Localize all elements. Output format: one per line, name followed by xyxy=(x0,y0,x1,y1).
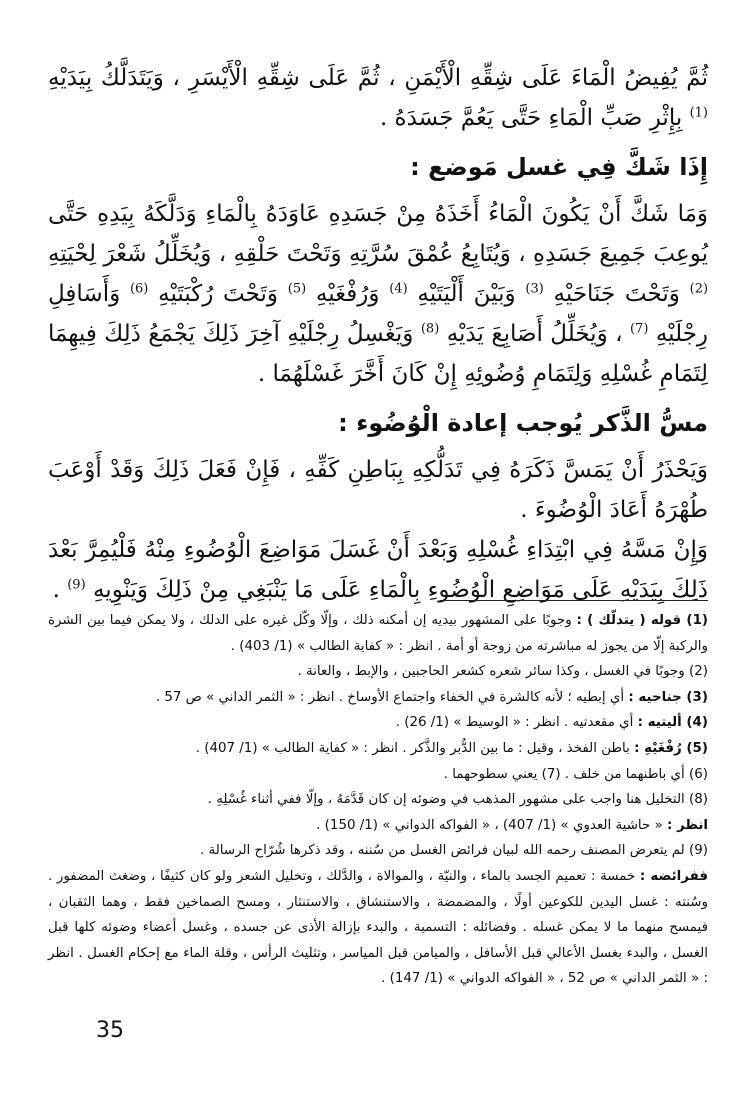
section-heading-touch: مسُّ الذَّكر يُوجب إعادة الْوُضُوء : xyxy=(338,409,708,437)
footnote-ref: (3) xyxy=(525,281,544,297)
footnote-text: (6) أي باطنهما من خلف . (7) يعني سطوحهما . xyxy=(443,766,708,782)
footnotes xyxy=(48,608,708,992)
footnote xyxy=(48,864,708,992)
footnote-text: وجوبًا على المشهور بيديه إن أمكنه ذلك ، وإلّا وكّل غيره على الدلك ، ولا يمكن فيما بين الشرة والركبة إلّا من يجوز له مباشرته من زوجة أو أمة . انظر : « كفاية الطالب » (1/ 403) . xyxy=(48,613,708,654)
footnote-text: (2) وجوبًا في الغسل ، وكذا سائر شعره كشعر الحاجبين ، والإبط ، والعانة . xyxy=(297,664,708,680)
section-heading-doubt: إِذَا شَكَّ فِي غسل مَوضع : xyxy=(410,153,708,181)
footnote xyxy=(48,736,708,762)
footnote-text: (9) لم يتعرض المصنف رحمه الله لبيان فرائض الغسل من سُننه ، وقد ذكرها شُرّاح الرسالة . xyxy=(200,843,708,859)
paragraph-1 xyxy=(48,58,708,138)
footnote-text: (8) التخليل هنا واجب على مشهور المذهب في وضوئه إن كان قَدَّمَهُ ، وإلّا ففي أثناء غُسْلِهِ . xyxy=(207,792,708,808)
footnote-ref: (7) xyxy=(629,321,649,337)
footnote-ref: (6) xyxy=(129,281,149,297)
footnote-label: (3) جناحيه : xyxy=(628,689,708,705)
footnote-text: خمسة : تعميم الجسد بالماء ، والنيّة ، والموالاة ، والدَّلك ، وتخليل الشعر ولو كان كثيفًا ، وضغث المضفور . وسُنته : غسل اليدين للكوعين أولًا ، والمضمضة ، والاستنشاق ، والاستنثار ، ومسح الصماخين فقط ، وهما الثقبان ، فيمسح منهما ما لا يمكن غسله . وفضائله : التسمية ، والبدء بإزالة الأذى عن جسده ، وغسل أعضاء وضوئه كلها قبل الغسل ، والبدء بغسل الأعالي قبل الأسافل ، والميامن قبل المياسر ، وتثليث الرأس ، وقلة الماء مع إحكام الغسل . انظر : « الثمر الداني » ص 52 ، « الفواكه الدواني » (1/ 147) . xyxy=(48,868,708,987)
paragraph-text: وَرُفْغَيْهِ xyxy=(315,281,380,307)
footnote-label: انظر : xyxy=(666,817,708,833)
paragraph-text: وَأَسَافِلِ رِجْلَيْهِ xyxy=(48,281,709,347)
page-number: 35 xyxy=(96,1018,124,1043)
footnote-label: (5) رُفْغَيْهِ : xyxy=(634,740,708,756)
footnote-ref: (4) xyxy=(389,281,408,297)
footnote-ref: (2) xyxy=(689,281,709,297)
footnote-text: « حاشية العدوي » (1/ 407) ، « الفواكه الدواني » (1/ 150) . xyxy=(316,817,663,833)
footnote-label: (4) أليتيه : xyxy=(637,715,708,731)
paragraph-text: وَيَغْسِلُ رِجْلَيْهِ آخِرَ ذَلِكَ يَجْمَعُ ذَلِكَ فِيهِمَا لِتَمَامِ غُسْلِهِ وَلِتَمَامِ وُضُوئِهِ إِنْ كَانَ أَخَّرَ غَسْلَهُمَا . xyxy=(48,321,708,387)
paragraph-text: ثُمَّ يُفِيضُ الْمَاءَ عَلَى شِقِّهِ الْأَيْمَنِ ، ثُمَّ عَلَى شِقِّهِ الْأَيْسَرِ ، وَيَتَدَلَّكُ بِيَدَيْهِ xyxy=(48,65,708,91)
footnote-ref: (1) xyxy=(689,105,708,121)
footnote-ref: (5) xyxy=(287,281,307,297)
footnote-ref: (9) xyxy=(67,577,86,593)
footnote xyxy=(48,685,708,711)
footnote xyxy=(48,710,708,736)
footnote xyxy=(48,608,708,659)
paragraph-2 xyxy=(48,194,708,394)
paragraph-4 xyxy=(48,530,708,610)
footnote xyxy=(48,787,708,813)
footnote xyxy=(48,813,708,839)
paragraph-text: وَإِنْ مَسَّهُ فِي ابْتِدَاءِ غُسْلِهِ وَبَعْدَ أَنْ غَسَلَ مَوَاضِعَ الْوُضُوءِ مِنْهُ فَلْيُمِرَّ بَعْدَ ذَلِكَ بِيَدَيْهِ عَلَى مَوَاضِعِ الْوُضُوءِ بِالْمَاءِ عَلَى مَا يَنْبَغِي مِنْ ذَلِكَ وَيَنْوِيهِ xyxy=(48,537,708,603)
footnote-text: باطن الفخذ ، وقيل : ما بين الدُّبر والذَّكر . انظر : « كفاية الطالب » (1/ 407) . xyxy=(195,740,630,756)
paragraph-text: وَمَا شَكَّ أَنْ يَكُونَ الْمَاءُ أَخَذَهُ مِنْ جَسَدِهِ عَاوَدَهُ بِالْمَاءِ وَدَلَّكَهُ بِيَدِهِ حَتَّى يُوعِبَ جَمِيعَ جَسَدِهِ ، وَيُتَابِعُ عُمْقَ سُرَّتِهِ وَتَحْتَ حَلْقِهِ ، وَيُخَلِّلُ شَعْرَ لِحْيَتِهِ xyxy=(48,201,708,267)
footnote-label: ففرائضه : xyxy=(639,868,708,884)
footnote-divider xyxy=(440,600,708,601)
footnote-text: أي مقعدتيه . انظر : « الوسيط » (1/ 26) . xyxy=(395,715,634,731)
paragraph-text: . xyxy=(52,577,60,603)
paragraph-text: وَتَحْتَ جَنَاحَيْهِ xyxy=(553,281,680,307)
footnote xyxy=(48,838,708,864)
footnote-ref: (8) xyxy=(420,321,440,337)
footnote-label: (1) قوله ( يتدلّك ) : xyxy=(576,613,709,628)
paragraph-text: بِإِثْرِ صَبِّ الْمَاءِ حَتَّى يَعُمَّ جَسَدَهُ . xyxy=(379,105,683,131)
footnote-text: أي إبطيه ؛ لأنه كالشرة في الخفاء واجتماع الأوساخ . انظر : « الثمر الداني » ص 57 . xyxy=(155,689,625,705)
paragraph-text: ، وَيُخَلِّلُ أَصَابِعَ يَدَيْهِ xyxy=(446,321,623,347)
paragraph-text: وَتَحْتَ رُكْبَتَيْهِ xyxy=(158,281,278,307)
paragraph-3: وَيَحْذَرُ أَنْ يَمَسَّ ذَكَرَهُ فِي تَدَلُّكِهِ بِبَاطِنِ كَفِّهِ ، فَإِنْ فَعَلَ ذَلِكَ وَقَدْ أَوْعَبَ طُهْرَهُ أَعَادَ الْوُضُوءَ . xyxy=(48,457,708,523)
main-text xyxy=(48,58,708,610)
paragraph-text: وَبَيْنَ أَلْيَتَيْهِ xyxy=(417,281,516,307)
footnote xyxy=(48,762,708,788)
footnote xyxy=(48,659,708,685)
